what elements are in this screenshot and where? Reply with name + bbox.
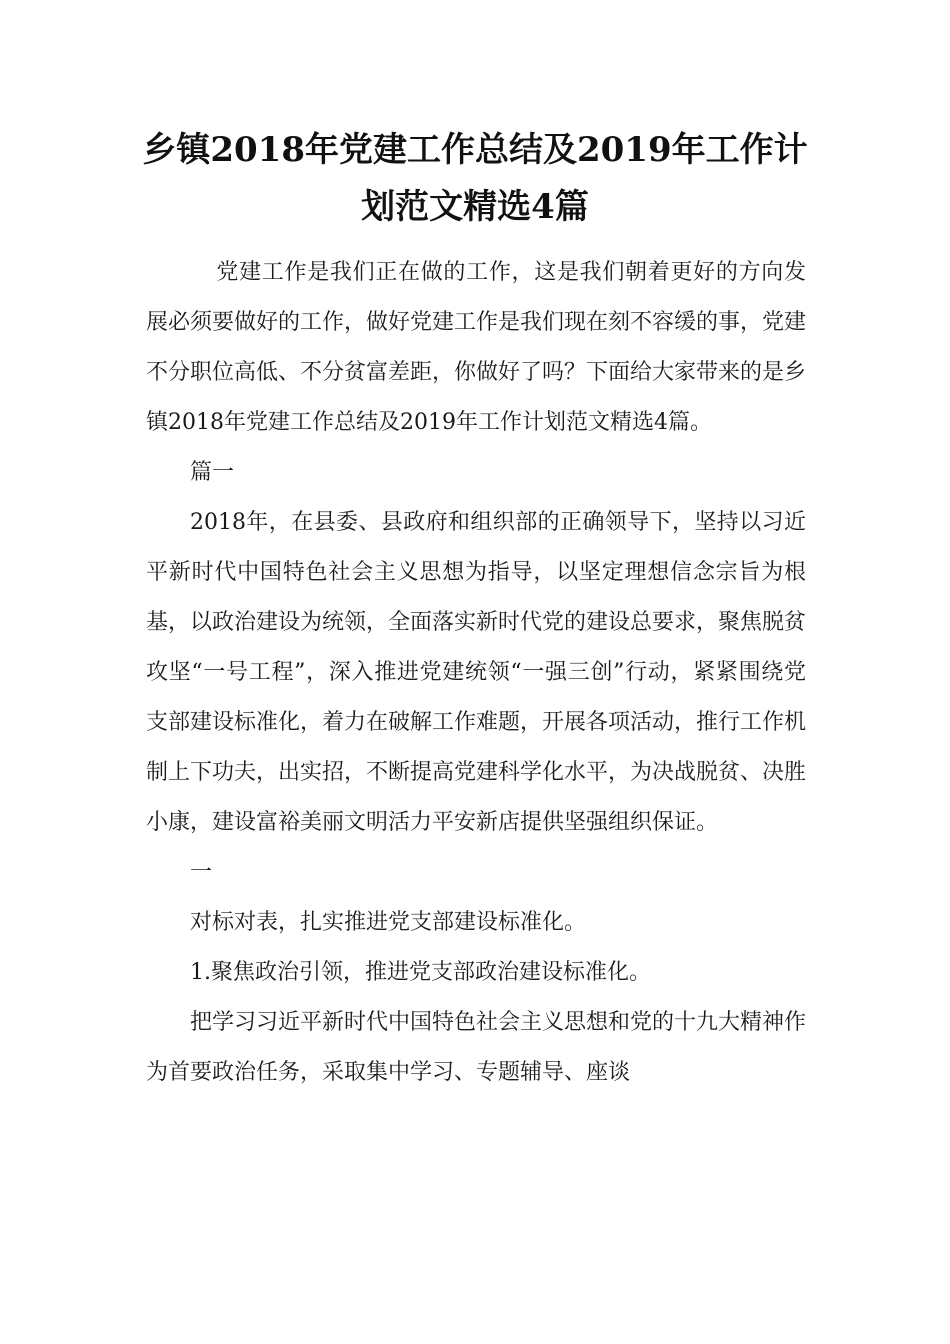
section-heading: 篇一: [190, 460, 235, 485]
body-paragraph: 把学习习近平新时代中国特色社会主义思想和党的十九大精神作为首要政治任务，采取集中学习、专题辅导、座谈: [146, 1010, 807, 1085]
title-line-1: 乡镇2018年党建工作总结及2019年工作计: [142, 130, 808, 170]
numbered-heading: 1.聚焦政治引领，推进党支部政治建设标准化。: [190, 960, 651, 985]
subsection-number: 一: [190, 860, 213, 885]
title-line-2: 划范文精选4篇: [361, 187, 589, 227]
body-paragraph: 2018年，在县委、县政府和组织部的正确领导下，坚持以习近平新时代中国特色社会主义思想为指导，以坚定理想信念宗旨为根基，以政治建设为统领，全面落实新时代党的建设总要求，聚焦脱贫攻坚“一号工程”，深入推进党建统领“一强三创”行动，紧紧围绕党支部建设标准化，着力在破解工作难题，开展各项活动，推行工作机制上下功夫，出实招，不断提高党建科学化水平，为决战脱贫、决胜小康，建设富裕美丽文明活力平安新店提供坚强组织保证。: [146, 510, 807, 835]
subsection-heading: 对标对表，扎实推进党支部建设标准化。: [190, 910, 587, 935]
document-title: [120, 122, 830, 236]
intro-paragraph: 党建工作是我们正在做的工作，这是我们朝着更好的方向发展必须要做好的工作，做好党建工作是我们现在刻不容缓的事，党建不分职位高低、不分贫富差距，你做好了吗？下面给大家带来的是乡镇2018年党建工作总结及2019年工作计划范文精选4篇。: [146, 260, 807, 435]
document-body: [146, 248, 806, 1098]
